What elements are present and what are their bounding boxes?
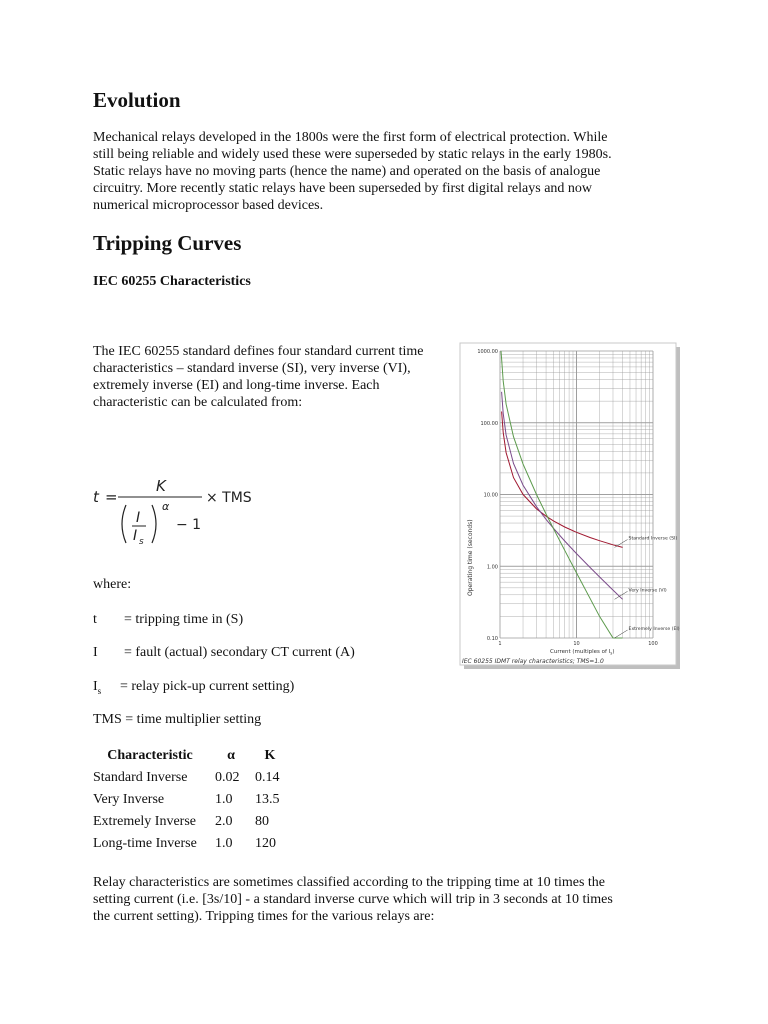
is-symbol: I — [93, 679, 98, 694]
definition-is-text: = relay pick-up current setting) — [120, 679, 295, 694]
cell-k: 0.14 — [255, 770, 280, 785]
section-heading-tripping-curves: Tripping Curves — [93, 231, 242, 255]
table-row — [93, 811, 293, 833]
text-line: characteristic can be calculated from: — [93, 395, 303, 410]
characteristics-table — [93, 745, 293, 855]
y-tick-label: 1.00 — [486, 564, 498, 571]
where-label: where: — [93, 577, 132, 592]
text-line: numerical microprocessor based devices. — [93, 198, 324, 213]
x-tick-label: 100 — [648, 641, 658, 647]
formula-alpha: α — [162, 500, 170, 513]
cell-alpha: 1.0 — [215, 792, 233, 807]
formula-i: I — [136, 510, 141, 526]
x-tick-label: 10 — [573, 641, 580, 647]
text-line: Relay characteristics are sometimes classified according to the tripping time at 10 times the — [93, 875, 605, 890]
text-line: The IEC 60255 standard defines four standard current time — [93, 344, 424, 359]
table-row — [93, 789, 293, 811]
x-axis-label-close: ) — [612, 649, 615, 655]
subheading-iec-60255: IEC 60255 Characteristics — [93, 274, 251, 289]
formula-k: K — [156, 477, 166, 495]
y-axis-label: Operating time (seconds) — [467, 519, 474, 596]
tripping-time-formula — [90, 472, 270, 552]
legend-label-si: Standard Inverse (SI) — [628, 536, 678, 542]
formula-is: I — [133, 528, 138, 544]
header-characteristic: Characteristic — [107, 748, 193, 763]
closing-paragraph — [93, 874, 733, 925]
text-line: Static relays have no moving parts (hence the name) and operated on the basis of analogue — [93, 164, 601, 179]
cell-k: 13.5 — [255, 792, 280, 807]
cell-characteristic: Very Inverse — [93, 792, 165, 807]
legend-label-ei: Extremely Inverse (EI) — [628, 627, 680, 632]
text-line: characteristics – standard inverse (SI), very inverse (VI), — [93, 361, 411, 376]
x-axis-label-main: Current (multiples of I — [550, 649, 611, 655]
cell-characteristic: Long-time Inverse — [93, 836, 197, 851]
cell-k: 120 — [255, 836, 276, 851]
formula-times-tms: × TMS — [206, 490, 252, 506]
formula-equals: = — [105, 488, 118, 506]
chart-frame — [460, 343, 676, 665]
text-line: circuitry. More recently static relays have been superseded by first digital relays and now — [93, 181, 593, 196]
left-paren — [122, 505, 126, 543]
definition-tms: TMS = time multiplier setting — [93, 712, 262, 727]
y-tick-label: 100.00 — [480, 420, 498, 427]
text-line: still being reliable and widely used these were superseded by static relays in the early 1980s. — [93, 147, 612, 162]
idmt-relay-chart — [458, 341, 680, 673]
definition-t-symbol: t — [93, 612, 97, 627]
table-header-row — [93, 745, 293, 767]
legend-label-vi: Very Inverse (VI) — [628, 588, 667, 594]
text-line: extremely inverse (EI) and long-time inverse. Each — [93, 378, 380, 393]
right-paren — [152, 505, 156, 543]
cell-alpha: 0.02 — [215, 770, 240, 785]
cell-k: 80 — [255, 814, 269, 829]
x-axis-label — [550, 649, 615, 656]
cell-alpha: 2.0 — [215, 814, 233, 829]
text-line: Mechanical relays developed in the 1800s were the first form of electrical protection. While — [93, 130, 608, 145]
definition-t-text: = tripping time in (S) — [124, 612, 244, 627]
intro-paragraph — [93, 343, 463, 411]
x-tick-label: 1 — [498, 641, 502, 647]
x-axis-label-subscript: s — [610, 650, 613, 656]
definition-is-symbol — [93, 678, 101, 700]
table-row — [93, 833, 293, 855]
cell-characteristic: Extremely Inverse — [93, 814, 197, 829]
text-line: setting current (i.e. [3s/10] - a standard inverse curve which will trip in 3 seconds at 10 times — [93, 892, 613, 907]
evolution-paragraph — [93, 129, 733, 214]
y-tick-label: 1000.00 — [477, 349, 498, 355]
table-row — [93, 767, 293, 789]
chart-caption: IEC 60255 IDMT relay characteristics; TMS=1.0 — [462, 658, 604, 665]
definition-i-text: = fault (actual) secondary CT current (A) — [124, 645, 355, 660]
section-heading-evolution: Evolution — [93, 88, 181, 112]
cell-characteristic: Standard Inverse — [93, 770, 188, 785]
is-subscript: s — [97, 685, 102, 696]
definition-i-symbol: I — [93, 645, 98, 660]
cell-alpha: 1.0 — [215, 836, 233, 851]
formula-s-subscript: s — [139, 537, 144, 547]
text-line: the current setting). Tripping times for the various relays are: — [93, 909, 435, 924]
formula-minus-one: − 1 — [176, 517, 202, 533]
y-tick-label: 10.00 — [483, 492, 498, 499]
header-k: K — [264, 748, 276, 763]
formula-t: t — [93, 488, 99, 506]
y-tick-label: 0.10 — [486, 636, 498, 642]
header-alpha: α — [227, 748, 235, 763]
